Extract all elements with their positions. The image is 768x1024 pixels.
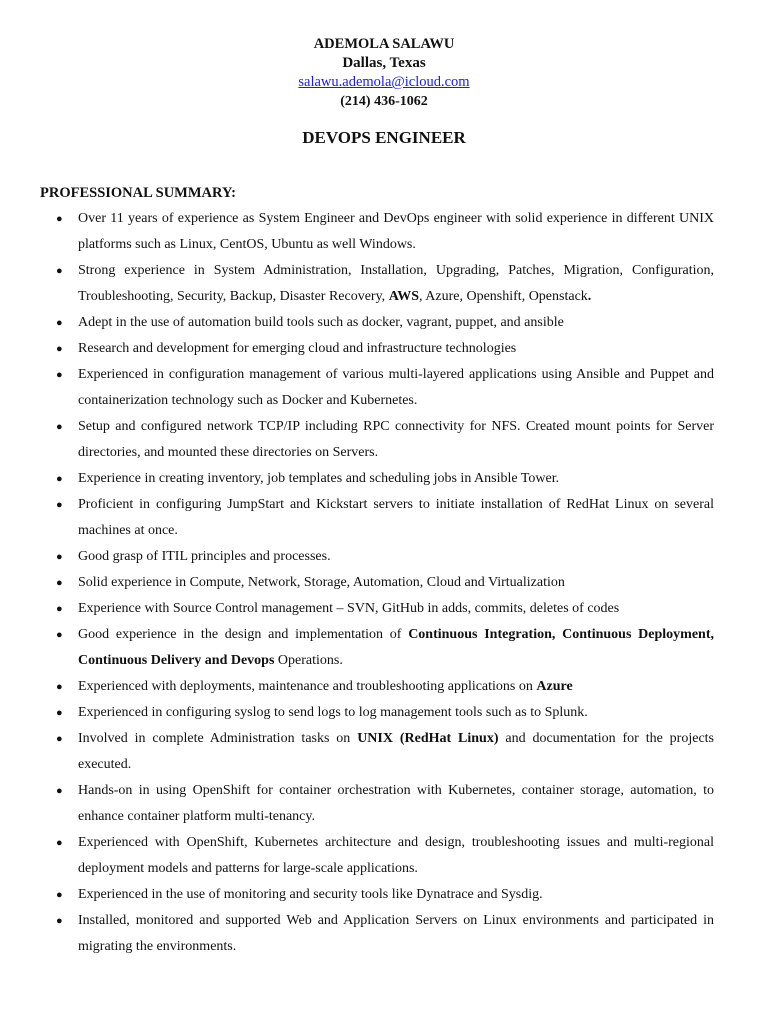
- filled-circle-bullet-icon: ●: [56, 577, 63, 589]
- bold-text-segment: .: [587, 289, 592, 304]
- text-segment: Good grasp of ITIL principles and processes.: [78, 549, 331, 564]
- filled-circle-bullet-icon: ●: [56, 707, 63, 719]
- section-heading-professional-summary: PROFESSIONAL SUMMARY:: [40, 185, 236, 201]
- summary-list-item: [0, 596, 768, 622]
- bold-text-segment: AWS: [388, 289, 420, 304]
- text-segment: Experience with Source Control management – SVN, GitHub in adds, commits, deletes of codes: [78, 601, 620, 616]
- filled-circle-bullet-icon: ●: [56, 473, 63, 485]
- text-segment: Proficient in configuring JumpStart and Kickstart servers to initiate installation of RedHat Linux on several machines at once.: [78, 497, 714, 538]
- email-link[interactable]: salawu.ademola@icloud.com: [298, 74, 470, 90]
- filled-circle-bullet-icon: ●: [56, 499, 63, 511]
- summary-list-item: [0, 622, 768, 674]
- text-segment: Strong experience in System Administration, Installation, Upgrading, Patches, Migration, Configuration, Troubleshooting, Security, Backup, Disaster Recovery,: [78, 263, 714, 304]
- candidate-location: Dallas, Texas: [342, 55, 426, 71]
- filled-circle-bullet-icon: ●: [56, 551, 63, 563]
- filled-circle-bullet-icon: ●: [56, 369, 63, 381]
- summary-list-item: [0, 700, 768, 726]
- text-segment: Experience in creating inventory, job templates and scheduling jobs in Ansible Tower.: [78, 471, 560, 486]
- summary-list-item: [0, 674, 768, 700]
- text-segment: Experienced in configuration management of various multi-layered applications using Ansible and Puppet and containerization technology such as Docker and Kubernetes.: [78, 367, 714, 408]
- summary-list-item: [0, 882, 768, 908]
- filled-circle-bullet-icon: ●: [56, 785, 63, 797]
- candidate-name: ADEMOLA SALAWU: [313, 36, 455, 52]
- text-segment: Experienced with deployments, maintenance and troubleshooting applications on: [78, 679, 537, 694]
- email-line: [0, 73, 768, 92]
- summary-list-item: [0, 310, 768, 336]
- filled-circle-bullet-icon: ●: [56, 629, 63, 641]
- text-segment: Experienced with OpenShift, Kubernetes architecture and design, troubleshooting issues and multi-regional deployment models and patterns for large-scale applications.: [78, 835, 714, 876]
- filled-circle-bullet-icon: ●: [56, 733, 63, 745]
- summary-list-item: [0, 908, 768, 960]
- text-segment: Solid experience in Compute, Network, Storage, Automation, Cloud and Virtualization: [78, 575, 565, 590]
- text-segment: Setup and configured network TCP/IP including RPC connectivity for NFS. Created mount points for Server directories, and mounted these directories on Servers.: [78, 419, 714, 460]
- text-segment: Experienced in configuring syslog to send logs to log management tools such as to Splunk.: [78, 705, 588, 720]
- summary-list-item: [0, 830, 768, 882]
- summary-list-item: [0, 258, 768, 310]
- filled-circle-bullet-icon: ●: [56, 343, 63, 355]
- summary-list-item: [0, 414, 768, 466]
- text-segment: Over 11 years of experience as System Engineer and DevOps engineer with solid experience in different UNIX platforms such as Linux, CentOS, Ubuntu as well Windows.: [78, 211, 714, 252]
- filled-circle-bullet-icon: ●: [56, 603, 63, 615]
- text-segment: Good experience in the design and implementation of: [78, 627, 409, 642]
- summary-list-item: [0, 492, 768, 544]
- text-segment: Operations.: [274, 653, 343, 668]
- summary-list-item: [0, 362, 768, 414]
- candidate-phone: (214) 436-1062: [340, 94, 428, 109]
- text-segment: Adept in the use of automation build tools such as docker, vagrant, puppet, and ansible: [78, 315, 564, 330]
- text-segment: Experienced in the use of monitoring and security tools like Dynatrace and Sysdig.: [78, 887, 543, 902]
- text-segment: Installed, monitored and supported Web and Application Servers on Linux environments and participated in migrating the environments.: [78, 913, 714, 954]
- summary-list-item: [0, 466, 768, 492]
- text-segment: Research and development for emerging cloud and infrastructure technologies: [78, 341, 517, 356]
- filled-circle-bullet-icon: ●: [56, 265, 63, 277]
- text-segment: Involved in complete Administration tasks on: [78, 731, 358, 746]
- filled-circle-bullet-icon: ●: [56, 421, 63, 433]
- filled-circle-bullet-icon: ●: [56, 681, 63, 693]
- bold-text-segment: Continuous Integration, Continuous Deployment, Continuous Delivery and Devops: [78, 627, 714, 668]
- summary-list-item: [0, 544, 768, 570]
- bold-text-segment: UNIX (RedHat Linux): [357, 731, 499, 746]
- filled-circle-bullet-icon: ●: [56, 837, 63, 849]
- filled-circle-bullet-icon: ●: [56, 317, 63, 329]
- summary-list-item: [0, 336, 768, 362]
- job-title: DEVOPS ENGINEER: [302, 128, 466, 147]
- professional-summary-list: [0, 206, 768, 960]
- summary-list-item: [0, 726, 768, 778]
- filled-circle-bullet-icon: ●: [56, 213, 63, 225]
- summary-list-item: [0, 206, 768, 258]
- resume-header: [0, 34, 768, 111]
- bold-text-segment: Azure: [536, 679, 573, 694]
- text-segment: and documentation for the projects executed.: [78, 731, 714, 772]
- summary-list-item: [0, 570, 768, 596]
- text-segment: Hands-on in using OpenShift for container orchestration with Kubernetes, container storage, automation, to enhance container platform multi-tenancy.: [78, 783, 714, 824]
- filled-circle-bullet-icon: ●: [56, 889, 63, 901]
- filled-circle-bullet-icon: ●: [56, 915, 63, 927]
- summary-list-item: [0, 778, 768, 830]
- text-segment: , Azure, Openshift, Openstack: [419, 289, 588, 304]
